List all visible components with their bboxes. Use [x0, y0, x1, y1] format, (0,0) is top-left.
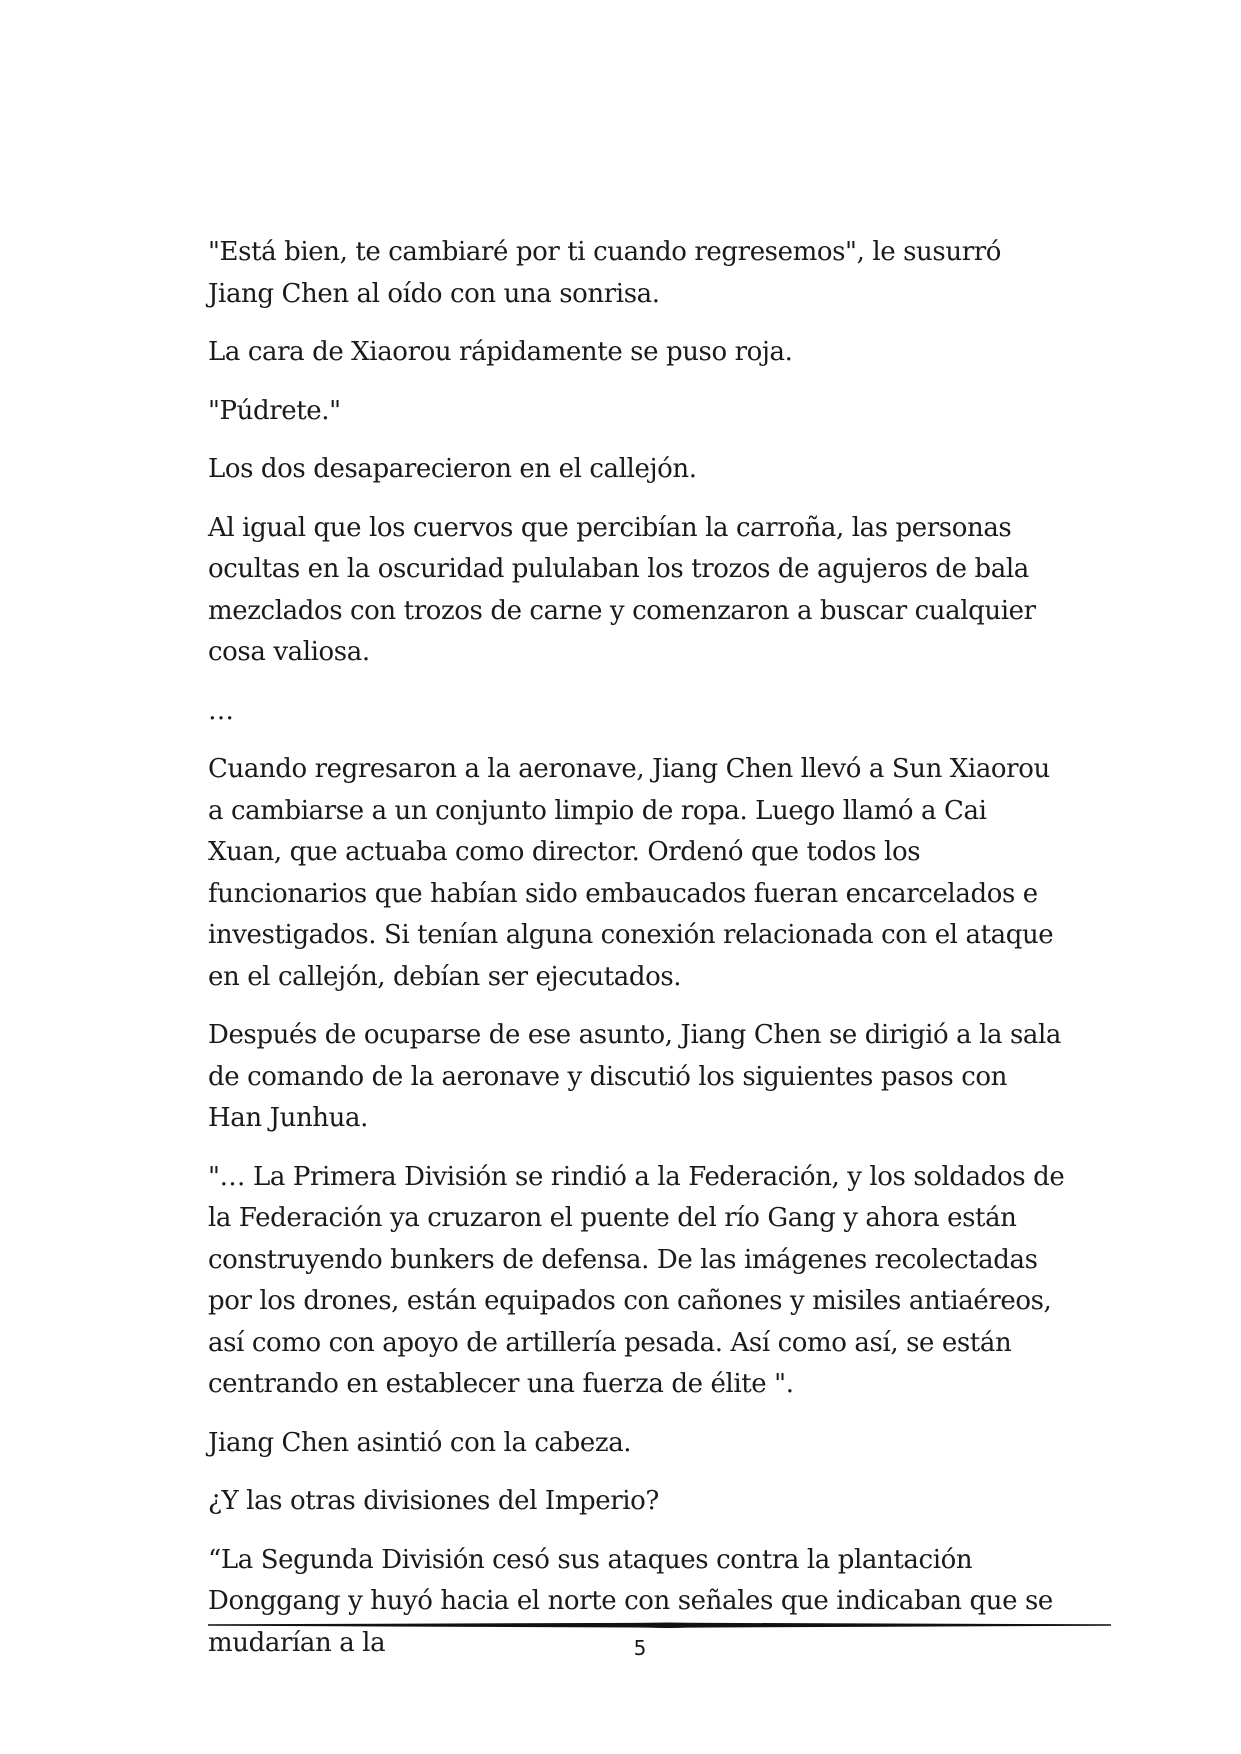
paragraph: "Púdrete."	[208, 395, 341, 426]
page-number: 5	[633, 1636, 647, 1660]
paragraph: ¿Y las otras divisiones del Imperio?	[208, 1486, 659, 1516]
paragraph: “La Segunda División cesó sus ataques contra la plantación Donggang y huyó hacia el norte con señales que indicaban que se mudarían a la	[208, 1544, 1053, 1658]
paragraph: "… La Primera División se rindió a la Federación, y los soldados de la Federación ya cruzaron el puente del río Gang y ahora están construyendo bunkers de defensa. De las imágenes recolectadas por los drones, están equipados con cañones y misiles antiaéreos, así como con apoyo de artillería pesada. Así como así, se están centrando en establecer una fuerza de élite ".	[208, 1161, 1065, 1399]
paragraph: La cara de Xiaorou rápidamente se puso roja.	[208, 337, 793, 367]
body-text	[208, 232, 1068, 1681]
paragraph: Después de ocuparse de ese asunto, Jiang Chen se dirigió a la sala de comando de la aeronave y discutió los siguientes pasos con Han Junhua.	[208, 1020, 1062, 1133]
scene-break: …	[208, 695, 234, 726]
paragraph: Los dos desaparecieron en el callejón.	[208, 454, 697, 484]
paragraph: Jiang Chen asintió con la cabeza.	[208, 1427, 632, 1458]
paragraph: Cuando regresaron a la aeronave, Jiang Chen llevó a Sun Xiaorou a cambiarse a un conjunto limpio de ropa. Luego llamó a Cai Xuan, que actuaba como director. Ordenó que todos los funcionarios que habían sido embaucados fueran encarcelados e investigados. Si tenían alguna conexión relacionada con el ataque en el callejón, debían ser ejecutados.	[208, 754, 1054, 992]
paragraph: Al igual que los cuervos que percibían la carroña, las personas ocultas en la oscuridad pululaban los trozos de agujeros de bala mezclados con trozos de carne y comenzaron a buscar cualquier cosa valiosa.	[208, 512, 1036, 667]
paragraph: "Está bien, te cambiaré por ti cuando regresemos", le susurró Jiang Chen al oído con una sonrisa.	[208, 237, 1002, 309]
footer-divider	[208, 1618, 1111, 1632]
